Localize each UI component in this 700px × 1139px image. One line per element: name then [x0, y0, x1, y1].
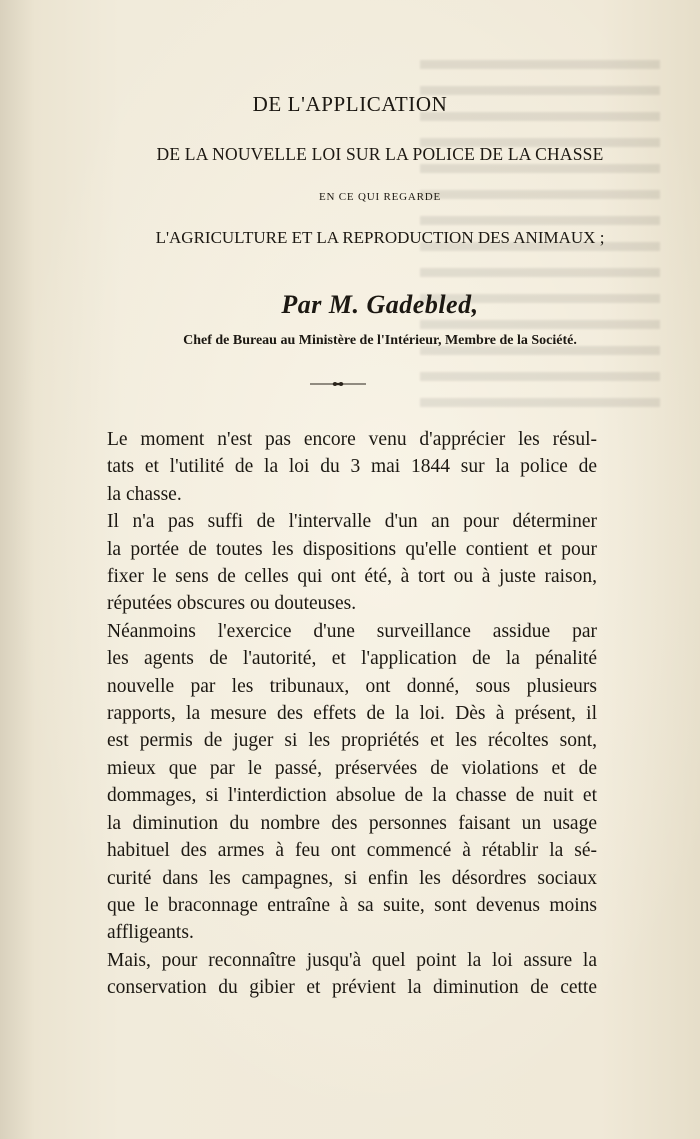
article-title: DE L'APPLICATION — [252, 92, 448, 116]
text-line: affligeants. — [107, 922, 194, 944]
body-paragraph — [87, 508, 597, 618]
text-line: Mais, pour reconnaître jusqu'à quel point la loi assure la — [107, 949, 597, 971]
text-line: la diminution du nombre des personnes faisant un usage — [107, 812, 597, 834]
text-line: la chasse. — [107, 483, 182, 505]
text-line: mieux que par le passé, préservées de violations et de — [107, 757, 597, 779]
article-subject: L'AGRICULTURE ET LA REPRODUCTION DES ANIMAUX ; — [155, 228, 605, 247]
text-line: habituel des armes à feu ont commencé à rétablir la sé- — [107, 840, 597, 862]
article-subtitle: DE LA NOUVELLE LOI SUR LA POLICE DE LA CHASSE — [156, 144, 604, 164]
body-paragraph — [87, 947, 597, 1002]
subtitle-connector: EN CE QUI REGARDE — [318, 191, 442, 203]
text-line: fixer le sens de celles qui ont été, à tort ou à juste raison, — [107, 566, 597, 588]
text-line: tats et l'utilité de la loi du 3 mai 1844 sur la police de — [107, 456, 597, 478]
text-line: Néanmoins l'exercice d'une surveillance assidue par — [107, 620, 597, 642]
text-line: réputées obscures ou douteuses. — [107, 593, 357, 615]
text-line: est permis de juger si les propriétés et les récoltes sont, — [107, 730, 597, 752]
text-line: nouvelle par les tribunaux, ont donné, sous plusieurs — [107, 675, 597, 697]
author-line: Par M. Gadebled, — [281, 290, 479, 319]
body-paragraph — [87, 618, 597, 947]
text-line: Le moment n'est pas encore venu d'apprécier les résul- — [107, 429, 597, 450]
text-line: la portée de toutes les dispositions qu'elle contient et pour — [107, 538, 597, 560]
text-line: que le braconnage entraîne à sa suite, sont devenus moins — [107, 894, 597, 916]
text-line: curité dans les campagnes, si enfin les désordres sociaux — [107, 867, 597, 889]
ornament-divider — [308, 378, 368, 390]
text-line: conservation du gibier et prévient la diminution de cette — [107, 977, 597, 999]
author-affiliation: Chef de Bureau au Ministère de l'Intérieur, Membre de la Société. — [183, 333, 577, 348]
text-line: rapports, la mesure des effets de la loi. Dès à présent, il — [107, 703, 597, 725]
body-paragraph — [87, 426, 597, 508]
text-line: dommages, si l'interdiction absolue de la chasse de nuit et — [107, 785, 597, 807]
article-body — [87, 426, 597, 1002]
text-line: Il n'a pas suffi de l'intervalle d'un an pour déterminer — [107, 511, 597, 533]
text-line: les agents de l'autorité, et l'application de la pénalité — [107, 648, 597, 670]
